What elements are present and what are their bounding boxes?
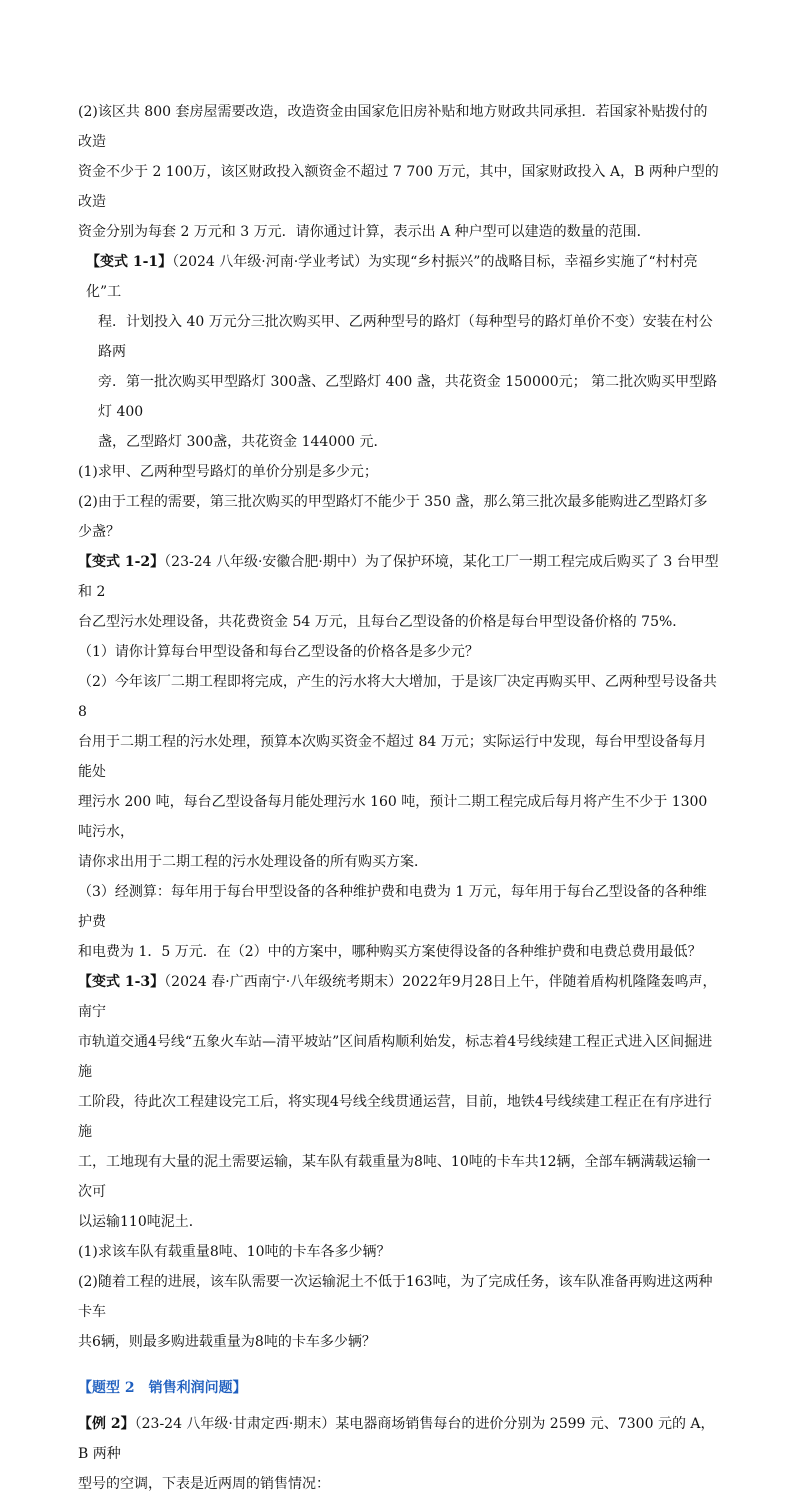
text-line: 型号的空调，下表是近两周的销售情况： — [78, 1476, 330, 1492]
text-line: (2)由于工程的需要，第三批次购买的甲型路灯不能少于 350 盏，那么第三批次最多能购进乙型路灯多少盏？ — [78, 494, 708, 540]
variant-label: 【变式 1-2】 — [78, 554, 165, 570]
text-line: 资金不少于 2 100万，该区财政投入额资金不超过 7 700 万元，其中，国家财政投入 A，B 两种户型的改造 — [78, 164, 719, 210]
text-line: (2)该区共 800 套房屋需要改造，改造资金由国家危旧房补贴和地方财政共同承担．若国家补贴拨付的改造 — [78, 104, 708, 150]
question-1-1-1 — [78, 457, 720, 487]
text-line — [78, 967, 720, 1027]
text-line-rest: （23-24 八年级·安徽合肥·期中）为了保护环境，某化工厂一期工程完成后购买了 3 台甲型和 2 — [78, 554, 719, 600]
text-line — [78, 1409, 720, 1469]
question-1-2-3 — [78, 877, 720, 967]
spacer — [78, 1357, 720, 1363]
text-line — [86, 247, 720, 307]
text-line: （1）请你计算每台甲型设备和每台乙型设备的价格各是多少元？ — [78, 644, 479, 660]
variant-1-1 — [78, 247, 720, 457]
text-line: 台用于二期工程的污水处理，预算本次购买资金不超过 84 万元；实际运行中发现，每台甲型设备每月能处 — [78, 734, 707, 780]
document-content — [78, 97, 720, 1499]
text-line: (1)求该车队有载重量8吨、10吨的卡车各多少辆？ — [78, 1244, 391, 1260]
section-heading — [78, 1373, 720, 1403]
question-1-1-2 — [78, 487, 720, 547]
text-line — [78, 547, 720, 607]
text-line: (1)求甲、乙两种型号路灯的单价分别是多少元； — [78, 464, 378, 480]
text-line: 请你求出用于二期工程的污水处理设备的所有购买方案． — [78, 854, 428, 870]
text-line: 以运输110吨泥土． — [78, 1214, 203, 1230]
text-line: 旁．第一批次购买甲型路灯 300盏、乙型路灯 400 盏，共花资金 150000元； 第二批次购买甲型路灯 400 — [98, 374, 718, 420]
text-line-rest: （23-24 八年级·甘肃定西·期末）某电器商场销售每台的进价分别为 2599 元、7300 元的 A，B 两种 — [78, 1416, 715, 1462]
text-line: 程．计划投入 40 万元分三批次购买甲、乙两种型号的路灯（每种型号的路灯单价不变）安装在村公路两 — [98, 314, 713, 360]
question-1-2-1 — [78, 637, 720, 667]
example-label: 【例 2】 — [78, 1416, 135, 1432]
text-line: 市轨道交通4号线“五象火车站—清平坡站”区间盾构顺利始发，标志着4号线续建工程正式进入区间掘进施 — [78, 1034, 713, 1080]
variant-1-3 — [78, 967, 720, 1237]
variant-label: 【变式 1-3】 — [78, 974, 165, 990]
text-line: 台乙型污水处理设备，共花费资金 54 万元，且每台乙型设备的价格是每台甲型设备价格的 75%． — [78, 614, 687, 630]
variant-1-2 — [78, 547, 720, 637]
text-line: 和电费为 1．5 万元．在（2）中的方案中，哪种购买方案使得设备的各种维护费和电费总费用最低？ — [78, 944, 702, 960]
example-2 — [78, 1409, 720, 1499]
text-line-rest: （2024 八年级·河南·学业考试）为实现“乡村振兴”的战略目标，幸福乡实施了“村村亮化”工 — [86, 254, 698, 300]
text-line: 盏，乙型路灯 300盏，共花资金 144000 元． — [98, 434, 388, 450]
paragraph-p1 — [78, 97, 720, 247]
text-line: (2)随着工程的进展，该车队需要一次运输泥土不低于163吨，为了完成任务，该车队准备再购进这两种卡车 — [78, 1274, 713, 1320]
question-1-3-2 — [78, 1267, 720, 1357]
text-line-rest: （2024 春·广西南宁·八年级统考期末）2022年9月28日上午，伴随着盾构机隆隆轰鸣声，南宁 — [78, 974, 717, 1020]
text-line: （3）经测算：每年用于每台甲型设备的各种维护费和电费为 1 万元，每年用于每台乙型设备的各种维护费 — [78, 884, 707, 930]
text-line: （2）今年该厂二期工程即将完成，产生的污水将大大增加，于是该厂决定再购买甲、乙两种型号设备共 8 — [78, 674, 717, 720]
text-line: 资金分别为每套 2 万元和 3 万元．请你通过计算，表示出 A 种户型可以建造的数量的范围． — [78, 224, 651, 240]
section-title: 【题型 2 销售利润问题】 — [78, 1380, 247, 1396]
text-line: 工阶段，待此次工程建设完工后，将实现4号线全线贯通运营，目前，地铁4号线续建工程正在有序进行施 — [78, 1094, 712, 1140]
text-line: 工，工地现有大量的泥土需要运输，某车队有载重量为8吨、10吨的卡车共12辆，全部车辆满载运输一次可 — [78, 1154, 711, 1200]
question-1-3-1 — [78, 1237, 720, 1267]
text-line: 共6辆，则最多购进载重量为8吨的卡车多少辆？ — [78, 1334, 376, 1350]
text-line: 理污水 200 吨，每台乙型设备每月能处理污水 160 吨，预计二期工程完成后每月将产生不少于 1300 吨污水， — [78, 794, 708, 840]
question-1-2-2 — [78, 667, 720, 877]
variant-label: 【变式 1-1】 — [86, 254, 173, 270]
